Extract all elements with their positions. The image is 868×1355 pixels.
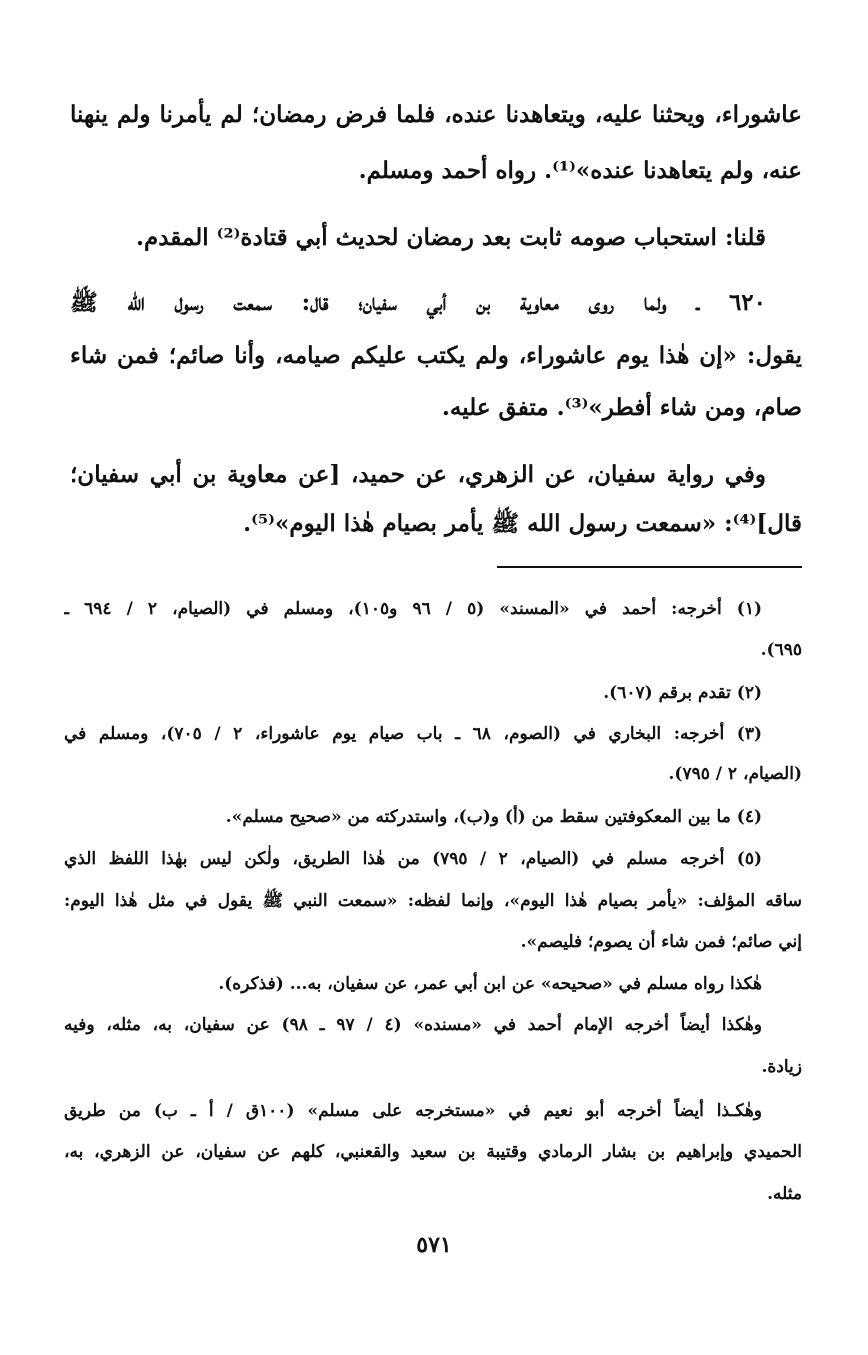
footnote-line: (١) أخرجه: أحمد في «المسند» (٥ / ٩٦ و١٠٥)، ومسلم في (الصيام، ٢ / ٦٩٤ ـ xyxy=(64,599,763,619)
footnote-line: هٰكذا رواه مسلم في «صحيحه» عن ابن أبي عمر، عن سفيان، به... (فذكره). xyxy=(218,974,762,994)
footnote-line: وهٰكـذا أيضاً أخرجه أبو نعيم في «مستخرجه على مسلم» (١٠٠ق / أ ـ ب) من طريق xyxy=(64,1101,762,1121)
footnote-line: وهٰكذا أيضاً أخرجه الإمام أحمد في «مسنده» (٤ / ٩٧ ـ ٩٨) عن سفيان، به، مثله، وفيه xyxy=(64,1015,762,1035)
footnote-line: مثله. xyxy=(767,1184,802,1204)
main-text-line: يقول: «إن هٰذا يوم عاشوراء، ولم يكتب عليكم صيامه، وأنا صائم؛ فمن شاء xyxy=(70,342,802,369)
main-text-line: عنه، ولم يتعاهدنا عنده»⁽¹⁾. رواه أحمد ومسلم. xyxy=(358,157,802,184)
footnote-line: (الصيام، ٢ / ٧٩٥). xyxy=(668,764,802,784)
footnote-line: إني صائم؛ فمن شاء أن يصوم؛ فليصم». xyxy=(520,932,802,952)
main-text-line: قال]⁽⁴⁾: «سمعت رسول الله ﷺ يأمر بصيام هٰذا اليوم»⁽⁵⁾. xyxy=(243,510,802,537)
footnote-line: الحميدي وإبراهيم بن بشار الرمادي وقتيبة بن سعيد والقعنبي، كلهم عن سفيان، عن الزهري، به، xyxy=(64,1142,802,1162)
main-text-line: وفي رواية سفيان، عن الزهري، عن حميد، [عن معاوية بن أبي سفيان؛ xyxy=(70,461,766,488)
footnote-line: (٣) أخرجه: البخاري في (الصوم، ٦٨ ـ باب صيام يوم عاشوراء، ٢ / ٧٠٥)، ومسلم في xyxy=(64,724,762,744)
footnote-line: ٦٩٥). xyxy=(760,640,802,660)
footnote-line: (٢) تقدم برقم (٦٠٧). xyxy=(603,683,762,703)
footnote-line: (٥) أخرجه مسلم في (الصيام، ٢ / ٧٩٥) من هٰذا الطريق، ولٰكن ليس بهٰذا اللفظ الذي xyxy=(64,849,762,869)
footnote-line: زيادة. xyxy=(761,1057,802,1077)
main-text-line: عاشوراء، ويحثنا عليه، ويتعاهدنا عنده، فلما فرض رمضان؛ لم يأمرنا ولم ينهنا xyxy=(70,101,802,128)
footnote-separator xyxy=(497,566,802,568)
footnote-line: (٤) ما بين المعكوفتين سقط من (أ) و(ب)، واستدركته من «صحيح مسلم». xyxy=(225,807,762,827)
main-text-line: صام، ومن شاء أفطر»⁽³⁾. متفق عليه. xyxy=(441,394,802,421)
footnote-line: ساقه المؤلف: «يأمر بصيام هٰذا اليوم»، وإنما لفظه: «سمعت النبي ﷺ يقول في مثل هٰذا اليوم: xyxy=(64,891,802,911)
page-number: ٥٧١ xyxy=(416,1232,452,1258)
main-text-line: ٦٢٠ ـ ولما روى معاوية بن أبي سفيان؛ قال: سمعت رسول الله ﷺ xyxy=(70,289,766,316)
main-text-line: قلنا: استحباب صومه ثابت بعد رمضان لحديث أبي قتادة⁽²⁾ المقدم. xyxy=(135,224,766,251)
